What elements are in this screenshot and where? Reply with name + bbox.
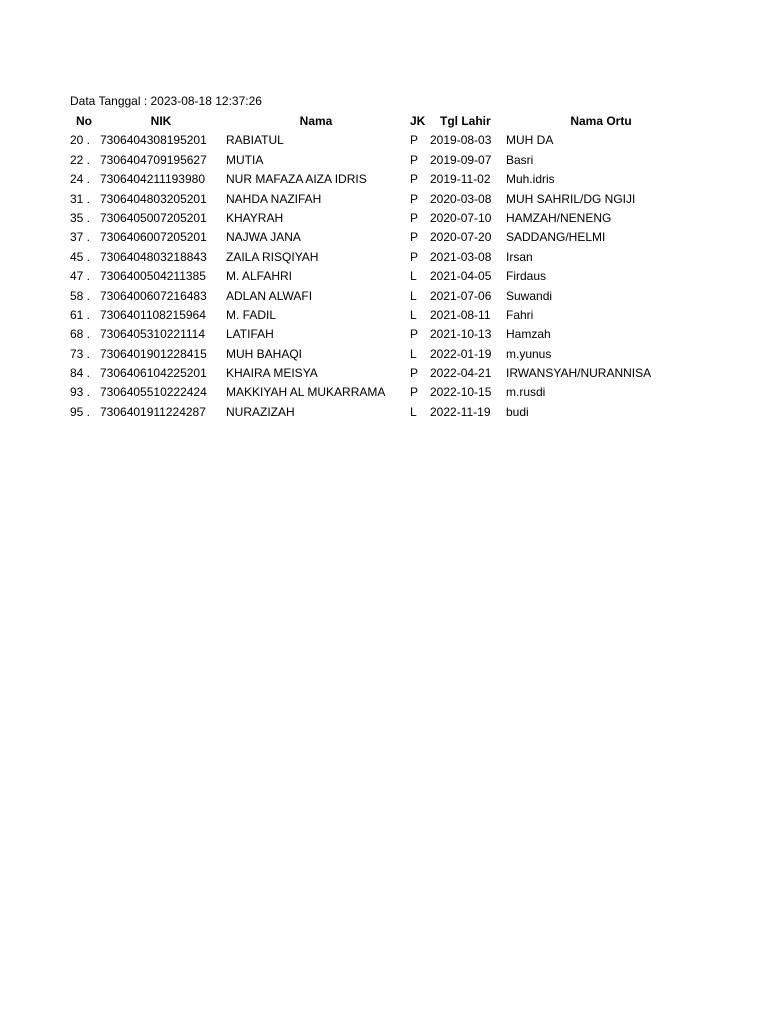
cell-jk: P (410, 327, 419, 342)
cell-jk: P (410, 249, 419, 264)
cell-nik: 7306404803218843 (100, 249, 207, 264)
cell-nama-ortu: Muh.idris (506, 172, 555, 187)
cell-nama: RABIATUL (226, 133, 284, 148)
cell-nik: 7306404709195627 (100, 152, 207, 167)
cell-nama: MAKKIYAH AL MUKARRAMA (226, 385, 386, 400)
cell-nama-ortu: Irsan (506, 249, 533, 264)
cell-nama-ortu: m.yunus (506, 346, 552, 361)
cell-nama-ortu: Hamzah (506, 327, 551, 342)
cell-nama-ortu: MUH DA (506, 133, 554, 148)
cell-nama: NUR MAFAZA AIZA IDRIS (226, 172, 367, 187)
cell-tgl-lahir: 2021-07-06 (430, 288, 492, 303)
cell-nik: 7306400504211385 (100, 269, 206, 284)
cell-nik: 7306401108215964 (100, 307, 206, 322)
cell-nik: 7306405510222424 (100, 385, 207, 400)
cell-jk: L (410, 346, 417, 361)
header-nama-ortu: Nama Ortu (570, 114, 632, 128)
cell-nama: KHAIRA MEISYA (226, 366, 318, 381)
cell-jk: P (410, 385, 419, 400)
cell-jk: P (410, 133, 419, 148)
cell-nik: 7306404211193980 (100, 172, 205, 187)
cell-no: 61 . (70, 307, 91, 322)
cell-nama: MUTIA (226, 152, 264, 167)
cell-nama: KHAYRAH (226, 210, 284, 225)
cell-nama-ortu: Fahri (506, 307, 534, 322)
cell-no: 73 . (70, 346, 91, 361)
cell-tgl-lahir: 2020-03-08 (430, 191, 492, 206)
cell-no: 45 . (70, 249, 91, 264)
cell-no: 22 . (70, 152, 91, 167)
cell-tgl-lahir: 2020-07-10 (430, 210, 492, 225)
cell-nama-ortu: budi (506, 404, 529, 419)
cell-tgl-lahir: 2021-03-08 (430, 249, 492, 264)
cell-nama: NAHDA NAZIFAH (226, 191, 322, 206)
header-jk: JK (410, 114, 426, 128)
cell-tgl-lahir: 2022-11-19 (430, 404, 491, 419)
cell-nama-ortu: HAMZAH/NENENG (506, 210, 612, 225)
cell-nik: 7306404803205201 (100, 191, 207, 206)
cell-nama: ADLAN ALWAFI (226, 288, 313, 303)
cell-jk: L (410, 307, 417, 322)
cell-nama-ortu: Basri (506, 152, 534, 167)
header-nik: NIK (150, 114, 172, 128)
cell-nama: MUH BAHAQI (226, 346, 303, 361)
cell-nik: 7306405310221114 (100, 327, 205, 342)
header-tgl-lahir: Tgl Lahir (440, 114, 491, 128)
cell-jk: P (410, 152, 419, 167)
cell-no: 68 . (70, 327, 91, 342)
cell-nama: LATIFAH (226, 327, 274, 342)
cell-tgl-lahir: 2021-08-11 (430, 307, 491, 322)
cell-jk: L (410, 404, 417, 419)
cell-no: 95 . (70, 404, 91, 419)
cell-nik: 7306406104225201 (100, 366, 207, 381)
cell-nama-ortu: MUH SAHRIL/DG NGIJI (506, 191, 636, 206)
cell-nama-ortu: SADDANG/HELMI (506, 230, 606, 245)
cell-tgl-lahir: 2022-10-15 (430, 385, 492, 400)
cell-jk: P (410, 172, 419, 187)
cell-tgl-lahir: 2019-08-03 (430, 133, 492, 148)
cell-nama: M. ALFAHRI (226, 269, 293, 284)
cell-nik: 7306405007205201 (100, 210, 207, 225)
cell-no: 37 . (70, 230, 91, 245)
cell-no: 24 . (70, 172, 91, 187)
cell-jk: L (410, 269, 417, 284)
cell-no: 93 . (70, 385, 91, 400)
cell-tgl-lahir: 2022-01-19 (430, 346, 492, 361)
cell-nik: 7306401911224287 (100, 404, 206, 419)
cell-tgl-lahir: 2021-04-05 (430, 269, 492, 284)
cell-no: 84 . (70, 366, 91, 381)
cell-no: 47 . (70, 269, 91, 284)
cell-jk: P (410, 366, 419, 381)
cell-nik: 7306401901228415 (100, 346, 207, 361)
cell-jk: P (410, 230, 419, 245)
cell-jk: L (410, 288, 417, 303)
header-nama: Nama (299, 114, 333, 128)
cell-nama-ortu: Firdaus (506, 269, 547, 284)
cell-nama: ZAILA RISQIYAH (226, 249, 319, 264)
header-no: No (76, 114, 92, 128)
cell-tgl-lahir: 2022-04-21 (430, 366, 492, 381)
cell-nik: 7306406007205201 (100, 230, 207, 245)
cell-tgl-lahir: 2021-10-13 (430, 327, 492, 342)
cell-nama: NURAZIZAH (226, 404, 295, 419)
cell-tgl-lahir: 2019-09-07 (430, 152, 492, 167)
cell-jk: P (410, 210, 419, 225)
cell-no: 20 . (70, 133, 91, 148)
cell-no: 31 . (70, 191, 91, 206)
cell-nik: 7306400607216483 (100, 288, 207, 303)
cell-jk: P (410, 191, 419, 206)
cell-nama-ortu: Suwandi (506, 288, 553, 303)
cell-no: 35 . (70, 210, 91, 225)
cell-nama: M. FADIL (226, 307, 277, 322)
cell-tgl-lahir: 2020-07-20 (430, 230, 492, 245)
cell-nama: NAJWA JANA (226, 230, 301, 245)
cell-nik: 7306404308195201 (100, 133, 207, 148)
cell-no: 58 . (70, 288, 91, 303)
cell-nama-ortu: IRWANSYAH/NURANNISA (506, 366, 652, 381)
data-date-line: Data Tanggal : 2023-08-18 12:37:26 (70, 94, 262, 108)
cell-nama-ortu: m.rusdi (506, 385, 546, 400)
cell-tgl-lahir: 2019-11-02 (430, 172, 491, 187)
